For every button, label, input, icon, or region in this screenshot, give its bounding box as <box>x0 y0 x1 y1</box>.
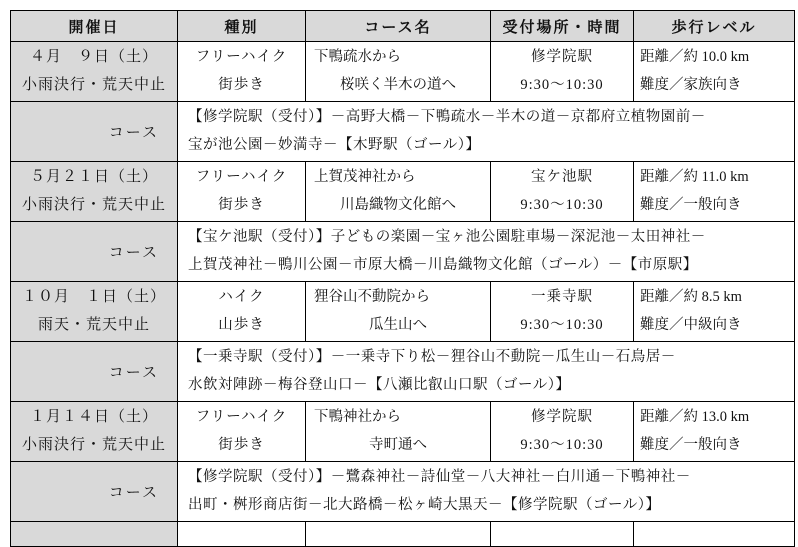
reception-station: 修学院駅 <box>531 49 593 66</box>
course-name-from: 下鴨神社から <box>314 409 401 426</box>
course-name-from: 上賀茂神社から <box>314 169 416 186</box>
level-cell <box>634 162 795 222</box>
event-type-cell <box>178 42 306 102</box>
event-cancel-note: 小雨決行・荒天中止 <box>21 437 166 453</box>
course-name-to: 瓜生山へ <box>369 317 427 334</box>
level-difficulty: 難度／家族向き <box>640 77 742 94</box>
reception-time: 9:30～10:30 <box>520 197 604 214</box>
event-row-4 <box>11 402 795 462</box>
hiking-event-schedule-table <box>10 10 795 547</box>
level-difficulty: 難度／中級向き <box>640 317 742 334</box>
course-name-cell <box>306 162 491 222</box>
level-difficulty: 難度／一般向き <box>640 197 742 214</box>
course-label: コース <box>11 222 178 282</box>
level-distance: 距離／約 8.5 km <box>640 289 742 306</box>
course-route-cell <box>178 462 795 522</box>
event-type: フリーハイク <box>195 169 288 186</box>
reception-cell <box>491 282 634 342</box>
event-row-1 <box>11 42 795 102</box>
course-row-4 <box>11 462 795 522</box>
event-date: １月１４日（土） <box>29 409 158 425</box>
course-name-cell <box>306 522 491 547</box>
event-cancel-note: 小雨決行・荒天中止 <box>21 197 166 213</box>
reception-cell <box>491 162 634 222</box>
level-cell <box>634 42 795 102</box>
course-name-to: 桜咲く半木の道へ <box>340 77 456 94</box>
course-name-to: 川島織物文化館へ <box>340 197 456 214</box>
course-route-line2: 宝が池公園－妙満寺－【木野駅（ゴール）】 <box>188 137 481 154</box>
course-label: コース <box>11 462 178 522</box>
event-date-cell <box>11 162 178 222</box>
event-row-2 <box>11 162 795 222</box>
course-route-line1: 【修学院駅（受付）】－鷺森神社－詩仙堂－八大神社－白川通－下鴨神社－ <box>188 469 691 486</box>
level-distance: 距離／約 10.0 km <box>640 49 750 66</box>
course-name-cell <box>306 282 491 342</box>
col-header-type: 種別 <box>178 11 306 42</box>
event-row-3 <box>11 282 795 342</box>
course-route-line2: 水飲対陣跡－梅谷登山口－【八瀬比叡山口駅（ゴール）】 <box>188 377 571 394</box>
col-header-level: 歩行レベル <box>634 11 795 42</box>
reception-station: 宝ケ池駅 <box>531 169 593 186</box>
course-row-2 <box>11 222 795 282</box>
level-distance: 距離／約 13.0 km <box>640 409 750 426</box>
course-route-line2: 上賀茂神社－鴨川公園－市原大橋－川島織物文化館（ゴール）－【市原駅】 <box>188 257 698 274</box>
course-label: コース <box>11 342 178 402</box>
level-distance: 距離／約 11.0 km <box>640 169 749 186</box>
event-date-cell <box>11 42 178 102</box>
reception-time: 9:30～10:30 <box>520 317 604 334</box>
level-cell <box>634 282 795 342</box>
course-name-cell <box>306 402 491 462</box>
header-row <box>11 11 795 42</box>
course-row-3 <box>11 342 795 402</box>
event-date-cell <box>11 402 178 462</box>
event-date: ４月 ９日（土） <box>29 49 158 65</box>
course-route-line1: 【修学院駅（受付）】－高野大橋－下鴨疏水－半木の道－京都府立植物園前－ <box>188 109 706 126</box>
course-route-line1: 【一乗寺駅（受付）】－一乗寺下り松－狸谷山不動院－瓜生山－石鳥居－ <box>188 349 676 366</box>
course-name-cell <box>306 42 491 102</box>
event-date: １０月 １日（土） <box>21 289 166 305</box>
course-route-line1: 【宝ケ池駅（受付）】子どもの楽園－宝ヶ池公園駐車場－深泥池－太田神社－ <box>188 229 706 246</box>
event-type: フリーハイク <box>195 409 288 426</box>
event-style: 街歩き <box>218 197 265 214</box>
course-name-from: 狸谷山不動院から <box>314 289 430 306</box>
reception-cell <box>491 522 634 547</box>
event-type-cell <box>178 282 306 342</box>
reception-cell <box>491 42 634 102</box>
level-cell <box>634 522 795 547</box>
event-date-cell <box>11 522 178 547</box>
col-header-reception: 受付場所・時間 <box>491 11 634 42</box>
course-row-1 <box>11 102 795 162</box>
event-type: フリーハイク <box>195 49 288 66</box>
event-type-cell <box>178 522 306 547</box>
course-name-from: 下鴨疏水から <box>314 49 401 66</box>
col-header-course-name: コース名 <box>306 11 491 42</box>
event-type: ハイク <box>218 289 265 306</box>
event-cancel-note: 雨天・荒天中止 <box>37 317 150 333</box>
reception-time: 9:30～10:30 <box>520 77 604 94</box>
level-difficulty: 難度／一般向き <box>640 437 742 454</box>
reception-time: 9:30～10:30 <box>520 437 604 454</box>
event-style: 街歩き <box>218 437 265 454</box>
course-label: コース <box>11 102 178 162</box>
course-route-cell <box>178 102 795 162</box>
event-date-cell <box>11 282 178 342</box>
reception-station: 一乗寺駅 <box>531 289 593 306</box>
course-route-line2: 出町・桝形商店街－北大路橋－松ヶ崎大黒天－【修学院駅（ゴール）】 <box>188 497 661 514</box>
event-style: 山歩き <box>218 317 265 334</box>
reception-cell <box>491 402 634 462</box>
reception-station: 修学院駅 <box>531 409 593 426</box>
partial-next-row <box>11 522 795 547</box>
event-type-cell <box>178 162 306 222</box>
event-cancel-note: 小雨決行・荒天中止 <box>21 77 166 93</box>
course-route-cell <box>178 342 795 402</box>
event-type-cell <box>178 402 306 462</box>
course-name-to: 寺町通へ <box>369 437 427 454</box>
event-style: 街歩き <box>218 77 265 94</box>
col-header-date: 開催日 <box>11 11 178 42</box>
level-cell <box>634 402 795 462</box>
event-date: ５月２１日（土） <box>29 169 158 185</box>
course-route-cell <box>178 222 795 282</box>
